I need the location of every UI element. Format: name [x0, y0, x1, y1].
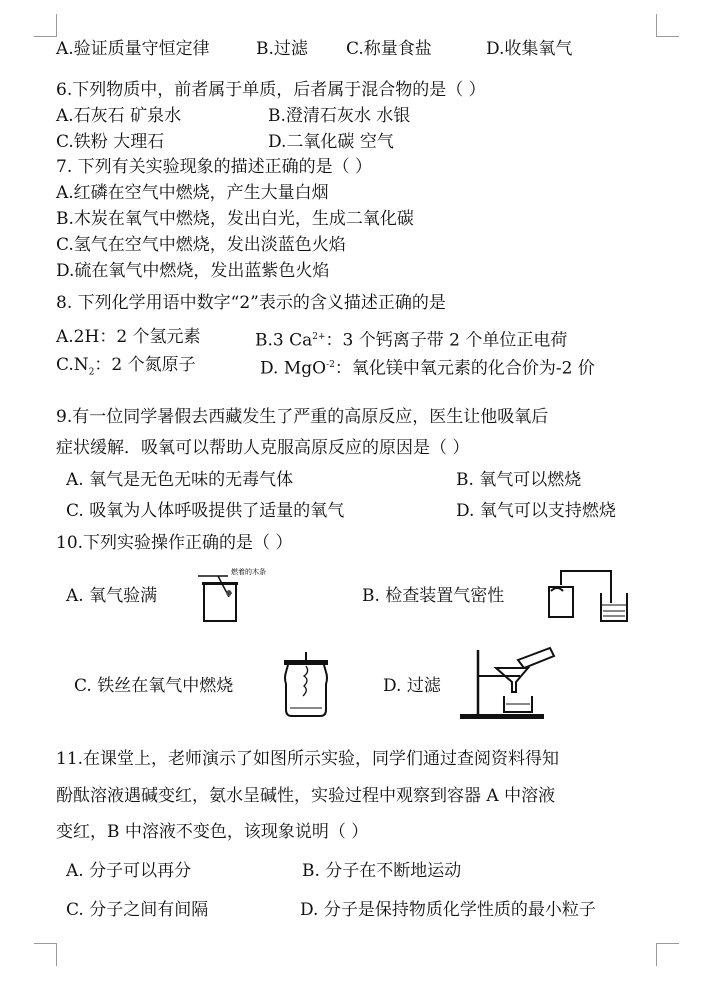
q9-option-a: A. 氧气是无色无味的无毒气体	[66, 470, 294, 490]
q9-option-b: B. 氧气可以燃烧	[456, 470, 582, 490]
q8-option-b-charge: 2+	[312, 332, 326, 342]
q11-stem-line1: 11.在课堂上，老师演示了如图所示实验，同学们通过查阅资料得知	[56, 749, 560, 769]
q7-stem: 7. 下列有关实验现象的描述正确的是（ ）	[56, 157, 373, 177]
corner-mark-bottom-right	[656, 943, 679, 966]
q10-stem: 10.下列实验操作正确的是（ ）	[56, 533, 293, 553]
q8-stem: 8. 下列化学用语中数字“2”表示的含义描述正确的是	[56, 293, 446, 313]
q6-option-b: B.澄清石灰水 水银	[268, 106, 411, 126]
corner-mark-bottom-left	[34, 943, 57, 966]
q8-option-d-text: ：氧化镁中氧元素的化合价为-2 价	[334, 358, 595, 379]
q11-option-b: B. 分子在不断地运动	[302, 861, 462, 881]
q8-option-b	[255, 325, 567, 353]
q6-option-d: D.二氧化碳 空气	[268, 132, 394, 152]
q10-figure-oxygen-test	[196, 563, 316, 627]
corner-mark-top-left	[34, 14, 57, 37]
q10-figure-airtightness	[545, 565, 635, 627]
q7-option-a: A.红磷在空气中燃烧，产生大量白烟	[56, 183, 329, 203]
q5-option-a: A.验证质量守恒定律	[56, 39, 210, 59]
q7-option-d: D.硫在氧气中燃烧，发出蓝紫色火焰	[56, 261, 330, 281]
q10-option-a: A. 氧气验满	[66, 586, 158, 606]
q8-option-d	[260, 353, 595, 381]
q11-option-c: C. 分子之间有间隔	[66, 900, 209, 920]
q10-option-d: D. 过滤	[383, 676, 441, 696]
q10-option-c: C. 铁丝在氧气中燃烧	[74, 676, 234, 696]
q8-option-c-text: ：2 个氮原子	[94, 355, 196, 375]
corner-mark-top-right	[656, 14, 679, 37]
q9-option-d: D. 氧气可以支持燃烧	[456, 501, 616, 521]
q11-option-a: A. 分子可以再分	[66, 861, 192, 881]
q10-figure-a-label: 燃着的木条	[231, 568, 266, 576]
q6-stem: 6.下列物质中，前者属于单质，后者属于混合物的是（ ）	[56, 80, 486, 100]
q10-figure-filtration	[458, 646, 558, 720]
q6-option-a: A.石灰石 矿泉水	[56, 106, 182, 126]
q7-option-b: B.木炭在氧气中燃烧，发出白光，生成二氧化碳	[56, 209, 414, 229]
q9-option-c: C. 吸氧为人体呼吸提供了适量的氧气	[66, 501, 345, 521]
q8-option-c-subscript: 2	[88, 367, 95, 378]
q8-option-b-formula: B.3 Ca	[255, 330, 313, 351]
q5-option-b: B.过滤	[256, 39, 308, 59]
q8-option-d-formula: D. MgO	[260, 358, 327, 379]
q11-option-d: D. 分子是保持物质化学性质的最小粒子	[300, 900, 596, 920]
q7-option-c: C.氢气在空气中燃烧，发出淡蓝色火焰	[56, 235, 346, 255]
q5-option-c: C.称量食盐	[346, 39, 432, 59]
q11-stem-line2: 酚酞溶液遇碱变红，氨水呈碱性，实验过程中观察到容器 A 中溶液	[56, 786, 556, 806]
q8-option-d-valence: -2	[326, 360, 335, 370]
q9-stem-line1: 9.有一位同学暑假去西藏发生了严重的高原反应，医生让他吸氧后	[56, 407, 549, 427]
q5-option-d: D.收集氧气	[486, 39, 573, 59]
q10-figure-iron-wire-burning	[278, 652, 338, 720]
q8-option-c-formula: C.N	[56, 355, 89, 375]
q9-stem-line2: 症状缓解．吸氧可以帮助人克服高原反应的原因是（ ）	[56, 438, 470, 458]
q8-option-a: A.2H：2 个氢元素	[56, 327, 201, 347]
q11-stem-line3: 变红，B 中溶液不变色，该现象说明（ ）	[56, 822, 369, 842]
q6-option-c: C.铁粉 大理石	[56, 132, 165, 152]
q8-option-c	[56, 353, 196, 384]
q10-option-b: B. 检查装置气密性	[362, 586, 505, 606]
q8-option-b-text: ：3 个钙离子带 2 个单位正电荷	[325, 330, 568, 351]
